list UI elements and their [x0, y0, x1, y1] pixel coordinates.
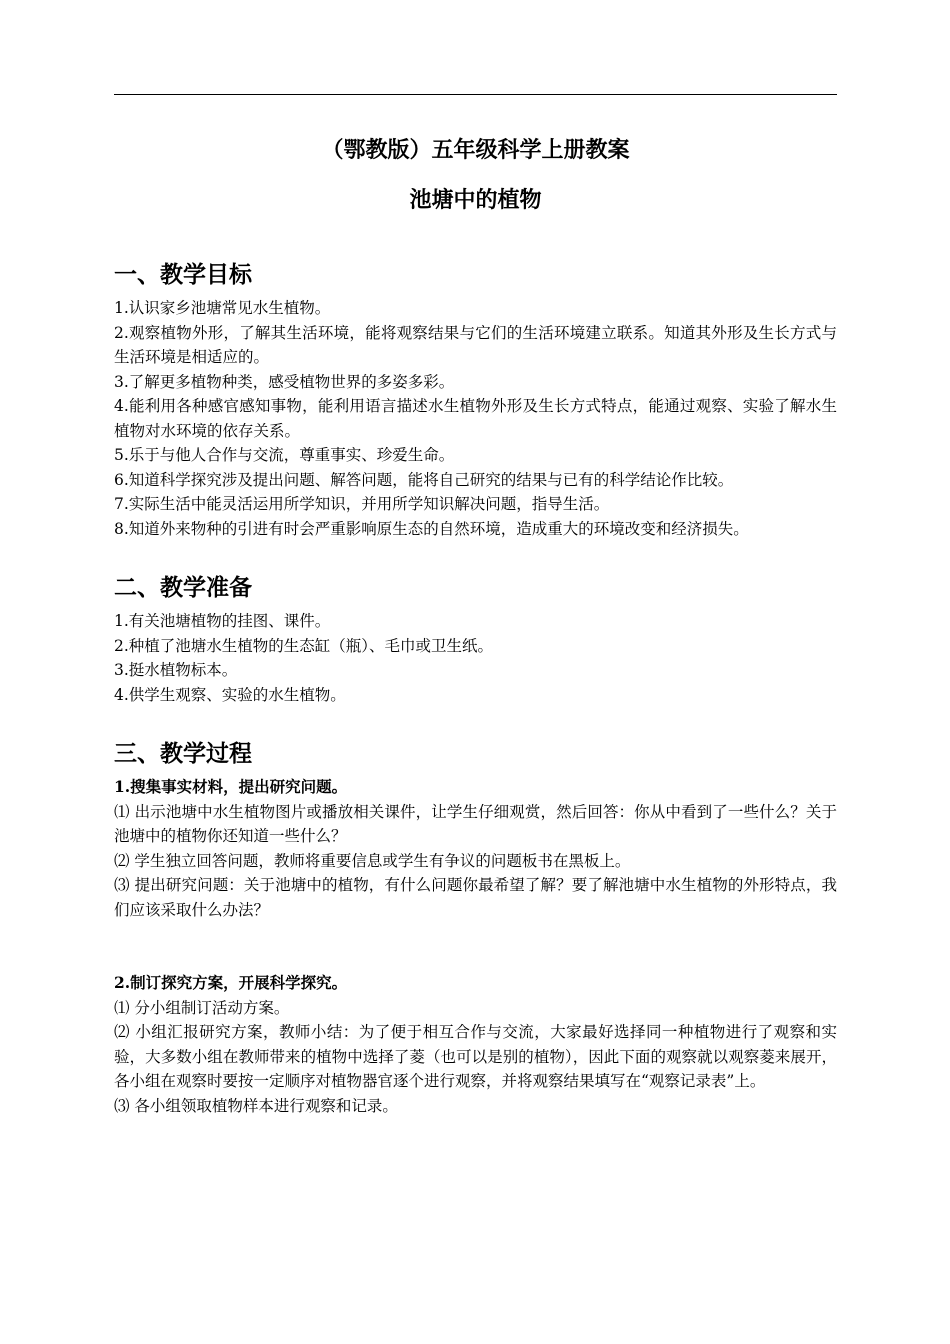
list-item: 5.乐于与他人合作与交流，尊重事实、珍爱生命。	[114, 446, 455, 464]
step-2-list	[114, 996, 837, 1119]
preparation-list	[114, 609, 837, 707]
lesson-title: 池塘中的植物	[409, 187, 542, 213]
section-heading-objectives: 一、教学目标	[114, 261, 252, 288]
list-item: 3.了解更多植物种类，感受植物世界的多姿多彩。	[114, 372, 455, 391]
list-item: 1.认识家乡池塘常见水生植物。	[114, 299, 331, 317]
list-item: 4.供学生观察、实验的水生植物。	[114, 685, 346, 704]
list-item: 4.能利用各种感官感知事物，能利用语言描述水生植物外形及生长方式特点，能通过观察、实验了解水生植物对水环境的依存关系。	[114, 397, 837, 440]
list-item: ⑵ 学生独立回答问题，教师将重要信息或学生有争议的问题板书在黑板上。	[114, 851, 631, 870]
step-heading-2: 2.制订探究方案，开展科学探究。	[114, 973, 348, 992]
list-item: 2.种植了池塘水生植物的生态缸（瓶）、毛巾或卫生纸。	[114, 636, 494, 655]
step-heading-1: 1.搜集事实材料，提出研究问题。	[114, 777, 348, 796]
objectives-list	[114, 296, 837, 541]
document-title: （鄂教版）五年级科学上册教案	[321, 137, 630, 163]
section-heading-process: 三、教学过程	[114, 740, 252, 767]
list-item: ⑵ 小组汇报研究方案，教师小结：为了便于相互合作与交流，大家最好选择同一种植物进行了观察和实验，大多数小组在教师带来的植物中选择了菱（也可以是别的植物），因此下面的观察就以观察菱来展开，各小组在观察时要按一定顺序对植物器官逐个进行观察，并将观察结果填写在“观察记录表”上。	[114, 1023, 837, 1090]
list-item: 8.知道外来物种的引进有时会严重影响原生态的自然环境，造成重大的环境改变和经济损失。	[114, 519, 749, 538]
section-heading-preparation: 二、教学准备	[114, 574, 252, 601]
step-1-list	[114, 800, 837, 923]
list-item: ⑴ 出示池塘中水生植物图片或播放相关课件，让学生仔细观赏，然后回答：你从中看到了一些什么？关于池塘中的植物你还知道一些什么？	[114, 802, 837, 845]
list-item: 1.有关池塘植物的挂图、课件。	[114, 612, 331, 630]
list-item: ⑶ 提出研究问题：关于池塘中的植物，有什么问题你最希望了解？要了解池塘中水生植物的外形特点，我们应该采取什么办法？	[114, 876, 837, 919]
list-item: 7.实际生活中能灵活运用所学知识，并用所学知识解决问题，指导生活。	[114, 495, 610, 513]
list-item: 2.观察植物外形，了解其生活环境，能将观察结果与它们的生活环境建立联系。知道其外形及生长方式与生活环境是相适应的。	[114, 323, 837, 366]
header-rule	[114, 94, 837, 95]
list-item: 6.知道科学探究涉及提出问题、解答问题，能将自己研究的结果与已有的科学结论作比较。	[114, 470, 734, 489]
list-item: ⑶ 各小组领取植物样本进行观察和记录。	[114, 1096, 398, 1115]
list-item: 3.挺水植物标本。	[114, 661, 238, 679]
document-page	[114, 94, 837, 1118]
list-item: ⑴ 分小组制订活动方案。	[114, 998, 290, 1017]
